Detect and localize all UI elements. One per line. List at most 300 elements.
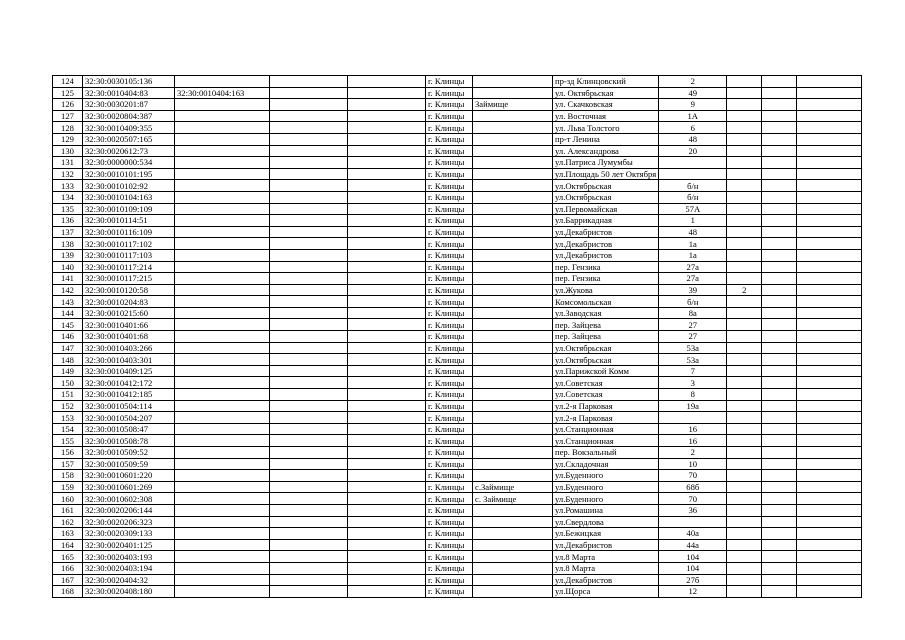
secondary-cadastral-cell [175,551,270,563]
row-number-cell: 147 [53,342,83,354]
building-cell [727,99,762,111]
table-row [53,133,862,145]
cadastral-number-cell: 32:30:0010401:66 [83,319,175,331]
empty-cell-b [348,574,426,586]
empty-cell-a [270,342,348,354]
empty-cell-a [270,238,348,250]
table-row [53,447,862,459]
house-number-cell: 1А [659,110,727,122]
table-row [53,562,862,574]
empty-cell-a [270,307,348,319]
empty-cell-b [348,238,426,250]
empty-cell-a [270,539,348,551]
row-number-cell: 146 [53,331,83,343]
empty-cell-d [797,110,862,122]
row-number-cell: 157 [53,458,83,470]
city-cell: г. Клинцы [426,539,473,551]
house-number-cell: 1а [659,249,727,261]
locality-cell [473,122,553,134]
row-number-cell: 162 [53,516,83,528]
locality-cell [473,562,553,574]
street-cell: ул.Первомайская [553,203,659,215]
empty-cell-a [270,470,348,482]
empty-cell-d [797,122,862,134]
empty-cell-c [762,261,797,273]
empty-cell-c [762,273,797,285]
secondary-cadastral-cell [175,157,270,169]
empty-cell-b [348,76,426,88]
secondary-cadastral-cell [175,342,270,354]
street-cell: ул.Станционная [553,435,659,447]
locality-cell: с. Займище [473,493,553,505]
city-cell: г. Клинцы [426,365,473,377]
table-row [53,261,862,273]
table-row [53,110,862,122]
locality-cell [473,528,553,540]
locality-cell [473,215,553,227]
empty-cell-c [762,307,797,319]
house-number-cell [659,157,727,169]
empty-cell-d [797,528,862,540]
row-number-cell: 143 [53,296,83,308]
house-number-cell: 19а [659,400,727,412]
street-cell: ул.Октябрьская [553,342,659,354]
house-number-cell: 104 [659,562,727,574]
registry-table-body [53,76,862,598]
locality-cell [473,574,553,586]
cadastral-number-cell: 32:30:0020206:323 [83,516,175,528]
street-cell: ул.Жукова [553,284,659,296]
empty-cell-a [270,331,348,343]
empty-cell-b [348,307,426,319]
cadastral-number-cell: 32:30:0010109:109 [83,203,175,215]
empty-cell-d [797,76,862,88]
row-number-cell: 130 [53,145,83,157]
row-number-cell: 126 [53,99,83,111]
empty-cell-b [348,87,426,99]
building-cell [727,273,762,285]
row-number-cell: 166 [53,562,83,574]
table-row [53,528,862,540]
table-row [53,342,862,354]
secondary-cadastral-cell [175,215,270,227]
house-number-cell: 39 [659,284,727,296]
empty-cell-b [348,122,426,134]
building-cell [727,412,762,424]
city-cell: г. Клинцы [426,168,473,180]
house-number-cell: 16 [659,435,727,447]
building-cell [727,423,762,435]
street-cell: пер. Гензика [553,273,659,285]
city-cell: г. Клинцы [426,574,473,586]
street-cell: ул.Площадь 50 лет Октября [553,168,659,180]
building-cell [727,528,762,540]
cadastral-number-cell: 32:30:0010120:58 [83,284,175,296]
empty-cell-c [762,539,797,551]
table-row [53,226,862,238]
city-cell: г. Клинцы [426,249,473,261]
secondary-cadastral-cell [175,377,270,389]
table-row [53,157,862,169]
cadastral-number-cell: 32:30:0010117:214 [83,261,175,273]
locality-cell: Займище [473,99,553,111]
city-cell: г. Клинцы [426,238,473,250]
cadastral-number-cell: 32:30:0020408:180 [83,586,175,598]
house-number-cell: 44а [659,539,727,551]
empty-cell-b [348,249,426,261]
city-cell: г. Клинцы [426,354,473,366]
empty-cell-d [797,389,862,401]
empty-cell-c [762,180,797,192]
locality-cell [473,331,553,343]
cadastral-number-cell: 32:30:0010215:60 [83,307,175,319]
building-cell [727,481,762,493]
house-number-cell [659,516,727,528]
city-cell: г. Клинцы [426,377,473,389]
empty-cell-a [270,249,348,261]
secondary-cadastral-cell [175,528,270,540]
locality-cell [473,423,553,435]
building-cell [727,133,762,145]
cadastral-number-cell: 32:30:0010504:207 [83,412,175,424]
secondary-cadastral-cell [175,389,270,401]
cadastral-number-cell: 32:30:0010412:172 [83,377,175,389]
building-cell [727,342,762,354]
locality-cell [473,586,553,598]
cadastral-number-cell: 32:30:0010509:52 [83,447,175,459]
empty-cell-d [797,447,862,459]
row-number-cell: 161 [53,504,83,516]
building-cell [727,331,762,343]
locality-cell [473,110,553,122]
table-row [53,238,862,250]
building-cell [727,145,762,157]
house-number-cell: 10 [659,458,727,470]
city-cell: г. Клинцы [426,400,473,412]
locality-cell [473,191,553,203]
city-cell: г. Клинцы [426,319,473,331]
secondary-cadastral-cell [175,539,270,551]
empty-cell-a [270,99,348,111]
secondary-cadastral-cell [175,307,270,319]
empty-cell-b [348,562,426,574]
row-number-cell: 152 [53,400,83,412]
empty-cell-d [797,307,862,319]
row-number-cell: 125 [53,87,83,99]
row-number-cell: 148 [53,354,83,366]
empty-cell-b [348,180,426,192]
house-number-cell: 104 [659,551,727,563]
building-cell [727,574,762,586]
empty-cell-c [762,435,797,447]
row-number-cell: 124 [53,76,83,88]
building-cell [727,238,762,250]
secondary-cadastral-cell [175,76,270,88]
street-cell: ул.Патриса Лумумбы [553,157,659,169]
cadastral-number-cell: 32:30:0010114:51 [83,215,175,227]
city-cell: г. Клинцы [426,261,473,273]
empty-cell-d [797,319,862,331]
city-cell: г. Клинцы [426,435,473,447]
empty-cell-d [797,203,862,215]
city-cell: г. Клинцы [426,423,473,435]
empty-cell-a [270,481,348,493]
empty-cell-c [762,412,797,424]
building-cell [727,551,762,563]
empty-cell-b [348,377,426,389]
building-cell [727,458,762,470]
empty-cell-d [797,435,862,447]
table-row [53,423,862,435]
city-cell: г. Клинцы [426,180,473,192]
empty-cell-b [348,354,426,366]
locality-cell [473,296,553,308]
empty-cell-a [270,296,348,308]
cadastral-number-cell: 32:30:0010403:301 [83,354,175,366]
house-number-cell: 68б [659,481,727,493]
empty-cell-a [270,528,348,540]
city-cell: г. Клинцы [426,157,473,169]
house-number-cell: б/н [659,296,727,308]
empty-cell-b [348,423,426,435]
city-cell: г. Клинцы [426,296,473,308]
city-cell: г. Клинцы [426,76,473,88]
empty-cell-a [270,284,348,296]
row-number-cell: 158 [53,470,83,482]
secondary-cadastral-cell [175,249,270,261]
empty-cell-b [348,110,426,122]
street-cell: ул.Декабристов [553,574,659,586]
street-cell: ул.Октябрьская [553,191,659,203]
city-cell: г. Клинцы [426,307,473,319]
house-number-cell: 1а [659,238,727,250]
empty-cell-b [348,133,426,145]
cadastral-number-cell: 32:30:0010509:59 [83,458,175,470]
street-cell: ул.2-я Парковая [553,400,659,412]
city-cell: г. Клинцы [426,412,473,424]
secondary-cadastral-cell [175,261,270,273]
empty-cell-a [270,516,348,528]
city-cell: г. Клинцы [426,122,473,134]
empty-cell-c [762,168,797,180]
city-cell: г. Клинцы [426,87,473,99]
cadastral-number-cell: 32:30:0020401:125 [83,539,175,551]
empty-cell-c [762,562,797,574]
locality-cell [473,435,553,447]
empty-cell-b [348,342,426,354]
empty-cell-a [270,458,348,470]
row-number-cell: 165 [53,551,83,563]
building-cell [727,562,762,574]
cadastral-number-cell: 32:30:0010602:308 [83,493,175,505]
building-cell [727,203,762,215]
house-number-cell: 48 [659,226,727,238]
building-cell [727,168,762,180]
house-number-cell: 12 [659,586,727,598]
street-cell: ул.2-я Парковая [553,412,659,424]
locality-cell [473,261,553,273]
empty-cell-c [762,191,797,203]
empty-cell-a [270,157,348,169]
empty-cell-b [348,145,426,157]
empty-cell-a [270,377,348,389]
empty-cell-d [797,586,862,598]
street-cell: пер. Зайцева [553,319,659,331]
table-row [53,574,862,586]
empty-cell-a [270,447,348,459]
street-cell: ул.Декабристов [553,539,659,551]
locality-cell [473,447,553,459]
locality-cell [473,284,553,296]
empty-cell-c [762,296,797,308]
empty-cell-c [762,87,797,99]
building-cell [727,157,762,169]
registry-table [52,75,862,598]
empty-cell-b [348,157,426,169]
building-cell [727,377,762,389]
street-cell: пр-зд Клинцовский [553,76,659,88]
row-number-cell: 159 [53,481,83,493]
secondary-cadastral-cell [175,180,270,192]
cadastral-number-cell: 32:30:0010403:266 [83,342,175,354]
city-cell: г. Клинцы [426,458,473,470]
empty-cell-c [762,133,797,145]
secondary-cadastral-cell [175,400,270,412]
house-number-cell: 49 [659,87,727,99]
cadastral-number-cell: 32:30:0030105:136 [83,76,175,88]
cadastral-number-cell: 32:30:0010101:195 [83,168,175,180]
street-cell: ул.Буденного [553,481,659,493]
empty-cell-a [270,180,348,192]
table-row [53,470,862,482]
empty-cell-d [797,226,862,238]
table-row [53,389,862,401]
table-row [53,365,862,377]
city-cell: г. Клинцы [426,389,473,401]
house-number-cell: 8 [659,389,727,401]
secondary-cadastral-cell [175,586,270,598]
empty-cell-a [270,168,348,180]
house-number-cell: 3 [659,377,727,389]
locality-cell [473,76,553,88]
empty-cell-d [797,412,862,424]
row-number-cell: 150 [53,377,83,389]
building-cell [727,180,762,192]
table-row [53,458,862,470]
city-cell: г. Клинцы [426,470,473,482]
street-cell: ул.8 Марта [553,562,659,574]
building-cell [727,110,762,122]
building-cell [727,249,762,261]
locality-cell [473,273,553,285]
table-row [53,516,862,528]
cadastral-number-cell: 32:30:0010117:215 [83,273,175,285]
empty-cell-d [797,180,862,192]
cadastral-number-cell: 32:30:0020804:387 [83,110,175,122]
street-cell: ул.Складочная [553,458,659,470]
empty-cell-b [348,191,426,203]
secondary-cadastral-cell [175,122,270,134]
empty-cell-b [348,203,426,215]
table-row [53,354,862,366]
table-row [53,99,862,111]
building-cell [727,389,762,401]
empty-cell-c [762,458,797,470]
secondary-cadastral-cell [175,331,270,343]
locality-cell [473,354,553,366]
secondary-cadastral-cell [175,168,270,180]
city-cell: г. Клинцы [426,191,473,203]
building-cell [727,307,762,319]
secondary-cadastral-cell [175,365,270,377]
secondary-cadastral-cell [175,133,270,145]
row-number-cell: 135 [53,203,83,215]
house-number-cell: 16 [659,423,727,435]
empty-cell-b [348,273,426,285]
secondary-cadastral-cell [175,238,270,250]
empty-cell-c [762,586,797,598]
secondary-cadastral-cell [175,447,270,459]
cadastral-number-cell: 32:30:0010601:220 [83,470,175,482]
house-number-cell: 27а [659,261,727,273]
empty-cell-b [348,284,426,296]
house-number-cell: 53а [659,354,727,366]
empty-cell-c [762,226,797,238]
empty-cell-b [348,400,426,412]
locality-cell [473,307,553,319]
house-number-cell: 2 [659,76,727,88]
empty-cell-d [797,168,862,180]
locality-cell [473,238,553,250]
row-number-cell: 156 [53,447,83,459]
empty-cell-d [797,215,862,227]
house-number-cell: б/н [659,191,727,203]
empty-cell-c [762,481,797,493]
empty-cell-b [348,493,426,505]
table-row [53,307,862,319]
city-cell: г. Клинцы [426,447,473,459]
locality-cell [473,458,553,470]
empty-cell-c [762,110,797,122]
street-cell: ул.Заводская [553,307,659,319]
empty-cell-b [348,365,426,377]
street-cell: ул. Скачковская [553,99,659,111]
city-cell: г. Клинцы [426,145,473,157]
empty-cell-c [762,493,797,505]
empty-cell-d [797,539,862,551]
building-cell [727,516,762,528]
empty-cell-d [797,191,862,203]
empty-cell-b [348,481,426,493]
row-number-cell: 139 [53,249,83,261]
empty-cell-a [270,423,348,435]
cadastral-number-cell: 32:30:0010401:68 [83,331,175,343]
row-number-cell: 127 [53,110,83,122]
cadastral-number-cell: 32:30:0020403:193 [83,551,175,563]
house-number-cell: 9 [659,99,727,111]
table-row [53,273,862,285]
empty-cell-b [348,528,426,540]
street-cell: ул.Буденного [553,470,659,482]
building-cell [727,319,762,331]
empty-cell-a [270,226,348,238]
secondary-cadastral-cell [175,273,270,285]
street-cell: ул.Буденного [553,493,659,505]
cadastral-number-cell: 32:30:0010104:163 [83,191,175,203]
empty-cell-a [270,191,348,203]
street-cell: пер. Гензика [553,261,659,273]
empty-cell-a [270,389,348,401]
